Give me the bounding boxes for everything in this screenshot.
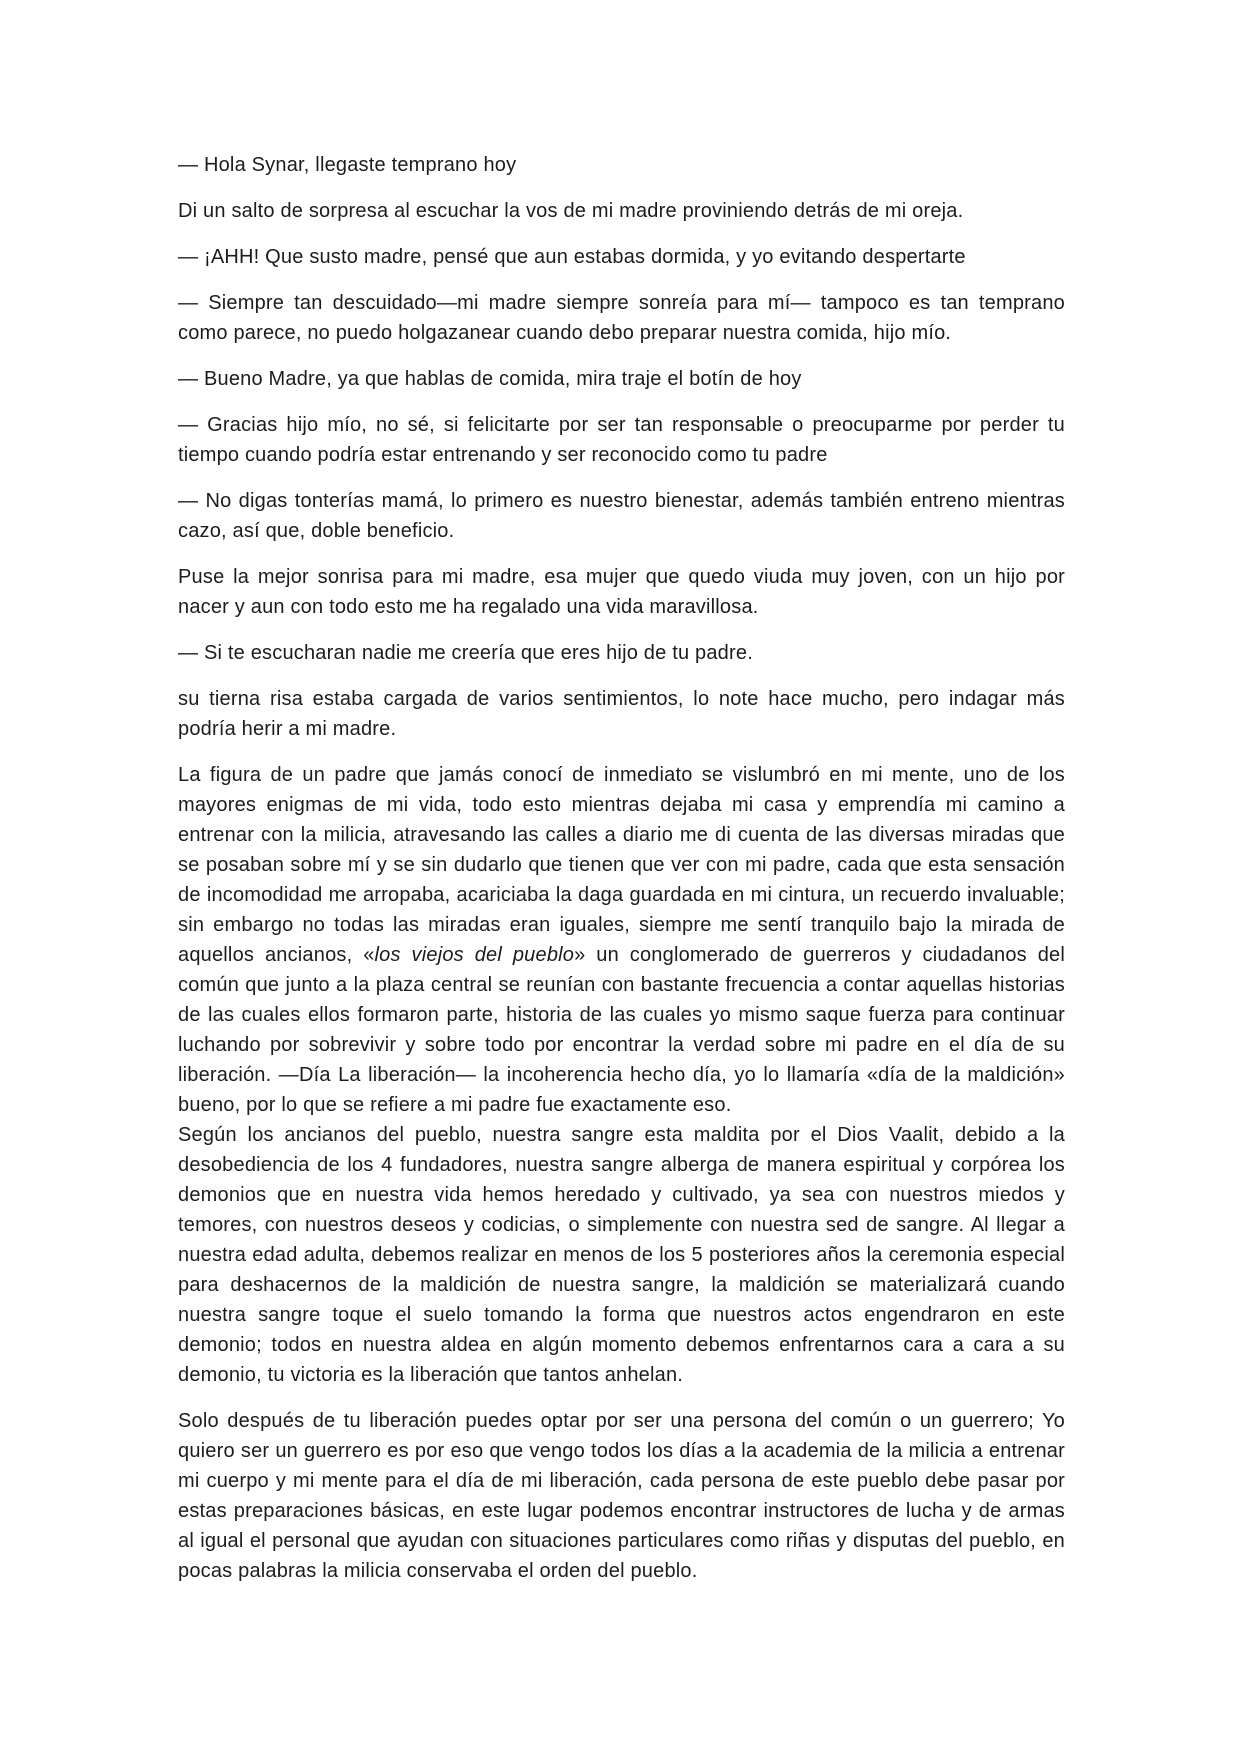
paragraph-11 [178,760,1065,1120]
paragraph-1: — Hola Synar, llegaste temprano hoy [178,154,517,176]
paragraph-11-text-b: » un conglomerado de guerreros y ciudadanos del común que junto a la plaza central se reunían con bastante frecuencia a contar aquellas historias de las cuales ellos formaron parte, historia de las cuales yo mismo saque fuerza para continuar luchando por sobrevivir y sobre todo por encontrar la verdad sobre mi padre en el día de su liberación. —Día La liberación— la incoherencia hecho día, yo lo llamaría «día de la maldición» bueno, por lo que se refiere a mi padre fue exactamente eso. [178,944,1065,1116]
paragraph-10: su tierna risa estaba cargada de varios sentimientos, lo note hace mucho, pero indagar más podría herir a mi madre. [178,688,1065,740]
paragraph-7: — No digas tonterías mamá, lo primero es nuestro bienestar, además también entreno mientras cazo, así que, doble beneficio. [178,490,1065,542]
paragraph-11-text-a: La figura de un padre que jamás conocí de inmediato se vislumbró en mi mente, uno de los mayores enigmas de mi vida, todo esto mientras dejaba mi casa y emprendía mi camino a entrenar con la milicia, atravesando las calles a diario me di cuenta de las diversas miradas que se posaban sobre mí y se sin dudarlo que tienen que ver con mi padre, cada que esta sensación de incomodidad me arropaba, acariciaba la daga guardada en mi cintura, un recuerdo invaluable; sin embargo no todas las miradas eran iguales, siempre me sentí tranquilo bajo la mirada de aquellos ancianos, « [178,764,1065,966]
paragraph-4: — Siempre tan descuidado—mi madre siempre sonreía para mí— tampoco es tan temprano como parece, no puedo holgazanear cuando debo preparar nuestra comida, hijo mío. [178,292,1065,344]
paragraph-5: — Bueno Madre, ya que hablas de comida, mira traje el botín de hoy [178,368,802,390]
paragraph-2: Di un salto de sorpresa al escuchar la vos de mi madre proviniendo detrás de mi oreja. [178,200,964,222]
paragraph-3: — ¡AHH! Que susto madre, pensé que aun estabas dormida, y yo evitando despertarte [178,246,966,268]
paragraph-6: — Gracias hijo mío, no sé, si felicitarte por ser tan responsable o preocuparme por perder tu tiempo cuando podría estar entrenando y ser reconocido como tu padre [178,414,1065,466]
paragraph-13: Solo después de tu liberación puedes optar por ser una persona del común o un guerrero; Yo quiero ser un guerrero es por eso que vengo todos los días a la academia de la milicia a entrenar mi cuerpo y mi mente para el día de mi liberación, cada persona de este pueblo debe pasar por estas preparaciones básicas, en este lugar podemos encontrar instructores de lucha y de armas al igual el personal que ayudan con situaciones particulares como riñas y disputas del pueblo, en pocas palabras la milicia conservaba el orden del pueblo. [178,1410,1065,1582]
paragraph-11-italic: los viejos del pueblo [374,944,575,966]
paragraph-12: Según los ancianos del pueblo, nuestra sangre esta maldita por el Dios Vaalit, debido a la desobediencia de los 4 fundadores, nuestra sangre alberga de manera espiritual y corpórea los demonios que en nuestra vida hemos heredado y cultivado, ya sea con nuestros miedos y temores, con nuestros deseos y codicias, o simplemente con nuestra sed de sangre. Al llegar a nuestra edad adulta, debemos realizar en menos de los 5 posteriores años la ceremonia especial para deshacernos de la maldición de nuestra sangre, la maldición se materializará cuando nuestra sangre toque el suelo tomando la forma que nuestros actos engendraron en este demonio; todos en nuestra aldea en algún momento debemos enfrentarnos cara a cara a su demonio, tu victoria es la liberación que tantos anhelan. [178,1124,1065,1386]
paragraph-8: Puse la mejor sonrisa para mi madre, esa mujer que quedo viuda muy joven, con un hijo por nacer y aun con todo esto me ha regalado una vida maravillosa. [178,566,1065,618]
paragraph-9: — Si te escucharan nadie me creería que eres hijo de tu padre. [178,642,753,664]
document-body [178,150,1065,1602]
